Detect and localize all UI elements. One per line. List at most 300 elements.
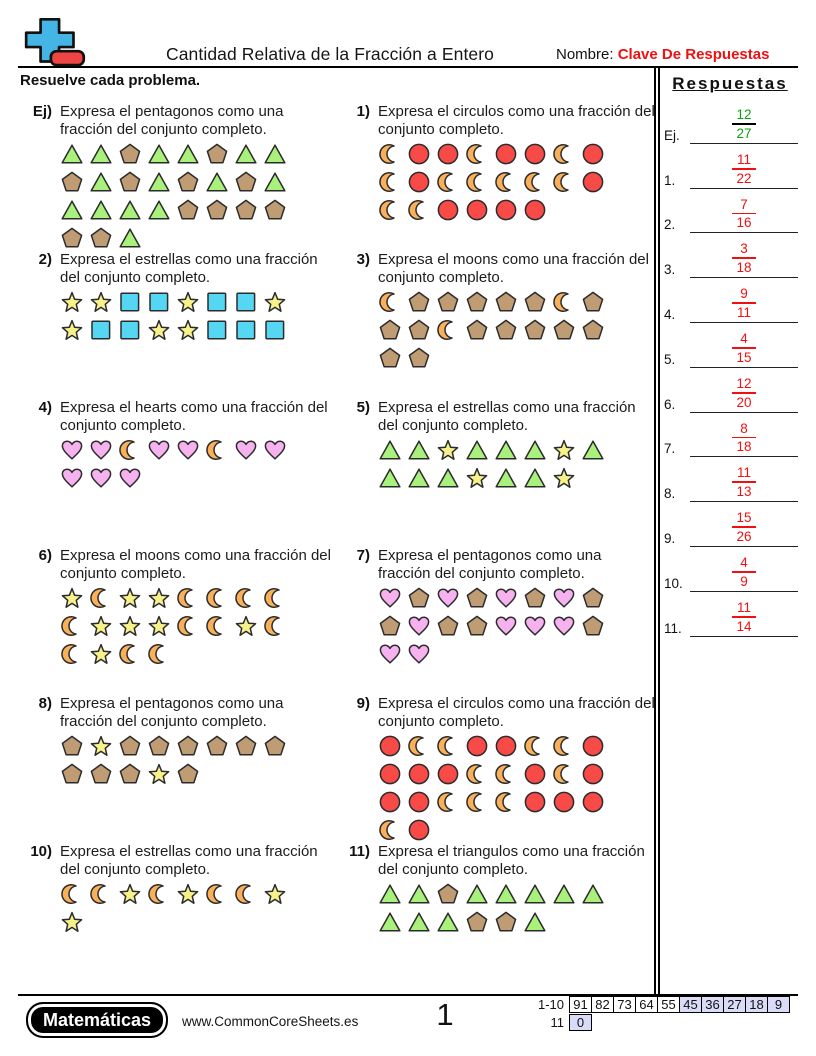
triangle-icon <box>465 438 489 462</box>
triangle-icon <box>407 466 431 490</box>
pentagon-icon <box>378 318 402 342</box>
pentagon-icon <box>581 614 605 638</box>
heart-icon <box>436 586 460 610</box>
answer-line <box>690 421 798 458</box>
star-icon <box>436 438 460 462</box>
triangle-icon <box>494 438 518 462</box>
shape-row <box>378 438 656 462</box>
fraction-bar <box>732 392 756 394</box>
circle-icon <box>407 762 431 786</box>
problem <box>24 540 342 688</box>
problem <box>24 836 342 984</box>
pentagon-icon <box>465 910 489 934</box>
problem-body <box>378 843 656 938</box>
answer-line <box>690 510 798 547</box>
shape-row <box>60 614 342 638</box>
problem <box>24 392 342 540</box>
star-icon <box>60 318 84 342</box>
triangle-icon <box>205 170 229 194</box>
fraction-numerator: 3 <box>740 241 748 257</box>
fraction-denominator: 16 <box>736 215 752 231</box>
shape-rows <box>378 882 656 934</box>
pentagon-icon <box>552 318 576 342</box>
fraction-denominator: 14 <box>736 618 752 634</box>
problem-number: 6) <box>38 547 52 564</box>
fraction-bar <box>732 347 756 349</box>
triangle-icon <box>263 170 287 194</box>
fraction-bar <box>732 616 756 618</box>
shape-row <box>60 466 342 490</box>
moon-icon <box>378 290 402 314</box>
pentagon-icon <box>523 318 547 342</box>
triangle-icon <box>552 882 576 906</box>
answer-label: 7. <box>664 441 676 457</box>
triangle-icon <box>523 466 547 490</box>
answer-fraction <box>732 421 756 455</box>
problem-text: Expresa el pentagonos como una fracción del conjunto completo. <box>378 547 602 582</box>
triangle-icon <box>147 142 171 166</box>
moon-icon <box>523 170 547 194</box>
answer-item <box>662 99 798 144</box>
shape-row <box>378 466 656 490</box>
shape-row <box>60 318 342 342</box>
pentagon-icon <box>60 734 84 758</box>
pentagon-icon <box>60 762 84 786</box>
moon-icon <box>176 614 200 638</box>
star-icon <box>89 614 113 638</box>
moon-icon <box>60 882 84 906</box>
answer-line <box>690 286 798 323</box>
pentagon-icon <box>465 318 489 342</box>
star-icon <box>263 882 287 906</box>
pentagon-icon <box>436 290 460 314</box>
triangle-icon <box>465 882 489 906</box>
circle-icon <box>523 762 547 786</box>
problem-number: 8) <box>38 695 52 712</box>
problem-text: Expresa el estrellas como una fracción del conjunto completo. <box>378 399 636 434</box>
star-icon <box>552 466 576 490</box>
moon-icon <box>234 586 258 610</box>
answer-line <box>690 376 798 413</box>
moon-icon <box>378 198 402 222</box>
fraction-numerator: 4 <box>740 554 748 570</box>
pentagon-icon <box>407 290 431 314</box>
moon-icon <box>465 142 489 166</box>
problem-number: 4) <box>38 399 52 416</box>
pentagon-icon <box>234 170 258 194</box>
fraction-bar <box>732 168 756 170</box>
moon-icon <box>205 586 229 610</box>
answer-label: 5. <box>664 351 676 367</box>
heart-icon <box>552 586 576 610</box>
heart-icon <box>378 586 402 610</box>
pentagon-icon <box>176 170 200 194</box>
triangle-icon <box>581 882 605 906</box>
circle-icon <box>494 198 518 222</box>
score-cell: 9 <box>767 996 790 1013</box>
star-icon <box>234 614 258 638</box>
fraction-numerator: 11 <box>736 151 751 167</box>
shape-rows <box>60 142 342 250</box>
fraction-denominator: 9 <box>740 573 748 589</box>
problem-number: 3) <box>356 251 370 268</box>
answer-fraction <box>732 241 756 275</box>
triangle-icon <box>147 170 171 194</box>
heart-icon <box>552 614 576 638</box>
problem-text: Expresa el circulos como una fracción del conjunto completo. <box>378 103 655 138</box>
shape-rows <box>60 586 342 666</box>
answer-line <box>690 331 798 368</box>
shape-row <box>60 586 342 610</box>
pentagon-icon <box>494 290 518 314</box>
answer-key-label: Clave De Respuestas <box>617 46 770 63</box>
triangle-icon <box>60 142 84 166</box>
fraction-bar <box>732 257 756 259</box>
fraction-denominator: 18 <box>736 260 752 276</box>
fraction-bar <box>732 481 756 483</box>
fraction-numerator: 11 <box>736 599 751 615</box>
problem-text: Expresa el estrellas como una fracción del conjunto completo. <box>60 251 318 286</box>
answer-item <box>662 144 798 189</box>
square-icon <box>205 290 229 314</box>
pentagon-icon <box>205 198 229 222</box>
pentagon-icon <box>465 586 489 610</box>
problem-body <box>378 103 656 226</box>
page-title: Cantidad Relativa de la Fracción a Entero <box>165 44 495 64</box>
triangle-icon <box>118 198 142 222</box>
moon-icon <box>60 614 84 638</box>
fraction-numerator: 7 <box>740 196 748 212</box>
pentagon-icon <box>407 318 431 342</box>
shape-row <box>378 290 656 314</box>
answer-line <box>690 197 798 234</box>
fraction-denominator: 26 <box>736 528 752 544</box>
pentagon-icon <box>465 290 489 314</box>
star-icon <box>147 318 171 342</box>
name-field <box>556 46 802 63</box>
circle-icon <box>465 734 489 758</box>
star-icon <box>147 586 171 610</box>
shape-row <box>378 762 656 786</box>
star-icon <box>60 290 84 314</box>
answer-fraction <box>732 465 756 499</box>
triangle-icon <box>407 882 431 906</box>
shape-rows <box>378 290 656 370</box>
problem-number: 9) <box>356 695 370 712</box>
moon-icon <box>118 438 142 462</box>
shape-row <box>60 142 342 166</box>
score-cell: 18 <box>745 996 768 1013</box>
circle-icon <box>378 790 402 814</box>
score-row <box>532 996 789 1013</box>
triangle-icon <box>378 438 402 462</box>
moon-icon <box>552 290 576 314</box>
star-icon <box>118 586 142 610</box>
problem-number: Ej) <box>32 103 52 120</box>
heart-icon <box>118 466 142 490</box>
circle-icon <box>581 142 605 166</box>
fraction-denominator: 20 <box>736 394 752 410</box>
pentagon-icon <box>205 734 229 758</box>
moon-icon <box>205 438 229 462</box>
moon-icon <box>552 762 576 786</box>
star-icon <box>176 290 200 314</box>
plus-minus-logo-icon <box>20 16 92 72</box>
triangle-icon <box>494 466 518 490</box>
problem <box>24 688 342 836</box>
shape-row <box>60 438 342 462</box>
problem-number: 11) <box>349 843 370 860</box>
star-icon <box>147 762 171 786</box>
moon-icon <box>552 734 576 758</box>
problem-body <box>60 103 342 254</box>
star-icon <box>263 290 287 314</box>
problem-text: Expresa el moons como una fracción del conjunto completo. <box>378 251 649 286</box>
circle-icon <box>407 790 431 814</box>
circle-icon <box>523 142 547 166</box>
problem-body <box>378 547 656 670</box>
answer-label: 9. <box>664 530 676 546</box>
pentagon-icon <box>378 346 402 370</box>
page-number: 1 <box>436 997 454 1032</box>
triangle-icon <box>60 198 84 222</box>
problem <box>342 540 656 688</box>
moon-icon <box>118 642 142 666</box>
moon-icon <box>494 170 518 194</box>
fraction-bar <box>732 526 756 528</box>
problem-number: 10) <box>30 843 52 860</box>
answer-item <box>662 502 798 547</box>
header-rule <box>18 66 798 68</box>
answer-item <box>662 547 798 592</box>
circle-icon <box>378 734 402 758</box>
triangle-icon <box>523 882 547 906</box>
shape-row <box>378 170 656 194</box>
star-icon <box>552 438 576 462</box>
circle-icon <box>494 734 518 758</box>
triangle-icon <box>89 198 113 222</box>
shape-row <box>378 614 656 638</box>
score-cell: 91 <box>569 996 592 1013</box>
triangle-icon <box>378 882 402 906</box>
square-icon <box>118 318 142 342</box>
fraction-numerator: 12 <box>736 375 752 391</box>
shape-row <box>60 882 342 906</box>
triangle-icon <box>523 438 547 462</box>
shape-row <box>378 586 656 610</box>
shape-row <box>60 198 342 222</box>
answers-divider <box>654 68 660 994</box>
answer-label: 6. <box>664 396 676 412</box>
answer-fraction <box>732 107 756 141</box>
pentagon-icon <box>89 762 113 786</box>
moon-icon <box>465 790 489 814</box>
star-icon <box>465 466 489 490</box>
problem-number: 7) <box>356 547 370 564</box>
pentagon-icon <box>407 346 431 370</box>
answer-fraction <box>732 286 756 320</box>
star-icon <box>118 882 142 906</box>
circle-icon <box>465 198 489 222</box>
score-row-label: 1-10 <box>537 997 564 1012</box>
triangle-icon <box>89 170 113 194</box>
triangle-icon <box>436 910 460 934</box>
answer-label: 10. <box>664 575 683 591</box>
circle-icon <box>581 762 605 786</box>
circle-icon <box>436 142 460 166</box>
answer-item <box>662 323 798 368</box>
moon-icon <box>407 734 431 758</box>
triangle-icon <box>263 142 287 166</box>
heart-icon <box>234 438 258 462</box>
circle-icon <box>494 142 518 166</box>
pentagon-icon <box>147 734 171 758</box>
pentagon-icon <box>60 170 84 194</box>
answer-label: 3. <box>664 262 676 278</box>
moon-icon <box>205 882 229 906</box>
circle-icon <box>552 790 576 814</box>
answer-label: 2. <box>664 217 676 233</box>
fraction-denominator: 11 <box>736 304 751 320</box>
fraction-bar <box>732 123 756 125</box>
pentagon-icon <box>176 734 200 758</box>
answer-line <box>690 465 798 502</box>
name-label: Nombre: <box>556 46 614 63</box>
star-icon <box>89 290 113 314</box>
answer-fraction <box>732 510 756 544</box>
star-icon <box>176 318 200 342</box>
star-icon <box>176 882 200 906</box>
score-cell: 64 <box>635 996 658 1013</box>
fraction-bar <box>732 437 756 439</box>
answer-line <box>690 152 798 189</box>
heart-icon <box>89 438 113 462</box>
heart-icon <box>147 438 171 462</box>
answers-list <box>662 99 798 637</box>
circle-icon <box>436 762 460 786</box>
pentagon-icon <box>118 170 142 194</box>
fraction-denominator: 22 <box>736 170 752 186</box>
problems-grid <box>24 96 656 984</box>
pentagon-icon <box>494 318 518 342</box>
star-icon <box>89 642 113 666</box>
problem-text: Expresa el triangulos como una fracción del conjunto completo. <box>378 843 645 878</box>
pentagon-icon <box>118 142 142 166</box>
pentagon-icon <box>205 142 229 166</box>
moon-icon <box>552 142 576 166</box>
problem-body <box>378 695 656 846</box>
circle-icon <box>407 170 431 194</box>
moon-icon <box>205 614 229 638</box>
answer-fraction <box>732 555 756 589</box>
heart-icon <box>263 438 287 462</box>
problem <box>24 96 342 244</box>
heart-icon <box>176 438 200 462</box>
website-url: www.CommonCoreSheets.es <box>182 1014 359 1029</box>
score-cell: 45 <box>679 996 702 1013</box>
star-icon <box>60 910 84 934</box>
answer-item <box>662 278 798 323</box>
pentagon-icon <box>176 198 200 222</box>
problem <box>342 96 656 244</box>
heart-icon <box>60 438 84 462</box>
problem <box>342 244 656 392</box>
score-row <box>532 1014 789 1031</box>
answer-fraction <box>732 197 756 231</box>
problem-text: Expresa el pentagonos como una fracción del conjunto completo. <box>60 695 284 730</box>
shape-row <box>378 734 656 758</box>
triangle-icon <box>234 142 258 166</box>
shape-rows <box>378 734 656 842</box>
fraction-numerator: 4 <box>740 330 748 346</box>
square-icon <box>234 290 258 314</box>
fraction-numerator: 12 <box>736 107 752 122</box>
shape-row <box>378 790 656 814</box>
problem-text: Expresa el pentagonos como una fracción del conjunto completo. <box>60 103 284 138</box>
pentagon-icon <box>234 198 258 222</box>
fraction-numerator: 11 <box>736 465 751 481</box>
problem <box>342 688 656 836</box>
pentagon-icon <box>494 910 518 934</box>
problem-body <box>60 843 342 938</box>
pentagon-icon <box>523 586 547 610</box>
problem <box>24 244 342 392</box>
instruction-text: Resuelve cada problema. <box>20 72 201 89</box>
moon-icon <box>378 170 402 194</box>
problem-number: 2) <box>38 251 52 268</box>
triangle-icon <box>523 910 547 934</box>
answer-line <box>690 241 798 278</box>
answer-label: 4. <box>664 306 676 322</box>
triangle-icon <box>407 438 431 462</box>
shape-row <box>378 882 656 906</box>
triangle-icon <box>176 142 200 166</box>
pentagon-icon <box>234 734 258 758</box>
moon-icon <box>263 586 287 610</box>
moon-icon <box>60 642 84 666</box>
shape-rows <box>60 290 342 342</box>
moon-icon <box>436 734 460 758</box>
shape-rows <box>60 734 342 786</box>
pentagon-icon <box>263 734 287 758</box>
moon-icon <box>378 142 402 166</box>
fraction-denominator: 13 <box>736 484 752 500</box>
answers-title: Respuestas <box>672 74 788 93</box>
shape-row <box>378 910 656 934</box>
heart-icon <box>494 614 518 638</box>
shape-row <box>60 290 342 314</box>
circle-icon <box>407 142 431 166</box>
problem <box>342 392 656 540</box>
circle-icon <box>581 790 605 814</box>
moon-icon <box>523 734 547 758</box>
moon-icon <box>436 790 460 814</box>
problem-text: Expresa el moons como una fracción del conjunto completo. <box>60 547 331 582</box>
problem <box>342 836 656 984</box>
triangle-icon <box>581 438 605 462</box>
moon-icon <box>494 790 518 814</box>
pentagon-icon <box>176 762 200 786</box>
answer-label: 8. <box>664 486 676 502</box>
star-icon <box>60 586 84 610</box>
pentagon-icon <box>263 198 287 222</box>
fraction-numerator: 8 <box>740 420 748 436</box>
moon-icon <box>263 614 287 638</box>
moon-icon <box>147 642 171 666</box>
problem-text: Expresa el hearts como una fracción del conjunto completo. <box>60 399 328 434</box>
square-icon <box>205 318 229 342</box>
moon-icon <box>436 318 460 342</box>
